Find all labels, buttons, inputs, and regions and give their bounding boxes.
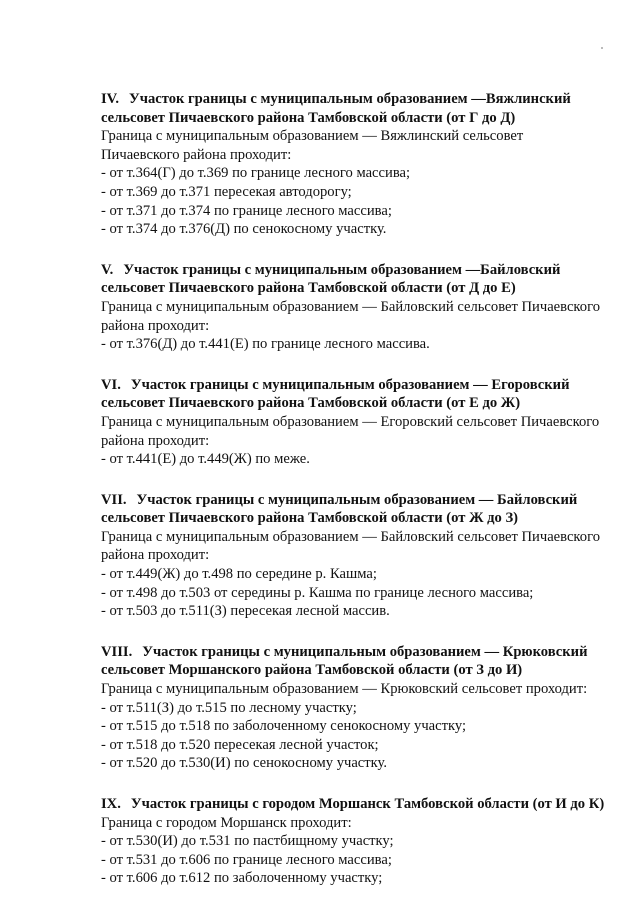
- list-item: - от т.498 до т.503 от середины р. Кашма по границе лесного массива;: [101, 584, 534, 601]
- list-item: - от т.364(Г) до т.369 по границе лесного массива;: [101, 165, 411, 182]
- section-viii: [101, 643, 633, 773]
- section-number: VI.: [101, 376, 121, 393]
- intro-line: района проходит:: [101, 547, 210, 564]
- section-heading-cont: сельсовет Моршанского района Тамбовской области (от З до И): [101, 662, 523, 679]
- intro-line: Пичаевского района проходит:: [101, 146, 292, 163]
- section-heading: [101, 261, 633, 280]
- section-heading-cont: сельсовет Пичаевского района Тамбовской области (от Ж до З): [101, 510, 519, 527]
- section-vi: [101, 376, 633, 469]
- list-item: - от т.376(Д) до т.441(Е) по границе лесного массива.: [101, 336, 430, 353]
- heading-text: Участок границы с городом Моршанск Тамбовской области (от И до К): [130, 796, 605, 812]
- list-item: - от т.520 до т.530(И) по сенокосному участку.: [101, 755, 388, 772]
- list-item: - от т.503 до т.511(З) пересекая лесной массив.: [101, 603, 390, 620]
- intro-line: района проходит:: [101, 432, 210, 449]
- list-item: - от т.369 до т.371 пересекая автодорогу;: [101, 183, 352, 200]
- section-iv: [101, 90, 633, 239]
- list-item: - от т.371 до т.374 по границе лесного массива;: [101, 202, 392, 219]
- section-heading: [101, 795, 633, 814]
- intro-line: района проходит:: [101, 317, 210, 334]
- section-heading: [101, 90, 633, 109]
- list-item: - от т.441(Е) до т.449(Ж) по меже.: [101, 451, 310, 468]
- heading-text: Участок границы с муниципальным образованием —Вяжлинский: [129, 91, 571, 107]
- intro-line: Граница с муниципальным образованием — Байловский сельсовет Пичаевского: [101, 298, 601, 315]
- list-item: - от т.606 до т.612 по заболоченному участку;: [101, 870, 383, 887]
- section-vii: [101, 491, 633, 621]
- list-item: - от т.374 до т.376(Д) по сенокосному участку.: [101, 221, 387, 238]
- list-item: - от т.530(И) до т.531 по пастбищному участку;: [101, 833, 394, 850]
- section-number: IV.: [101, 91, 119, 107]
- section-heading-cont: сельсовет Пичаевского района Тамбовской области (от Г до Д): [101, 109, 516, 126]
- section-heading: [101, 376, 633, 395]
- intro-line: Граница с муниципальным образованием — Вяжлинский сельсовет: [101, 128, 524, 145]
- intro-line: Граница с муниципальным образованием — Байловский сельсовет Пичаевского: [101, 528, 601, 545]
- section-number: V.: [101, 261, 114, 278]
- section-v: [101, 261, 633, 354]
- intro-line: Граница с городом Моршанск проходит:: [101, 814, 352, 831]
- section-heading: [101, 491, 633, 510]
- list-item: - от т.511(З) до т.515 по лесному участку;: [101, 699, 357, 716]
- section-ix: [101, 795, 633, 888]
- section-number: IX.: [101, 796, 121, 812]
- list-item: - от т.531 до т.606 по границе лесного массива;: [101, 851, 392, 868]
- heading-text: Участок границы с муниципальным образованием — Байловский: [136, 491, 578, 508]
- section-heading-cont: сельсовет Пичаевского района Тамбовской области (от Д до Е): [101, 280, 516, 297]
- section-heading-cont: сельсовет Пичаевского района Тамбовской области (от Е до Ж): [101, 395, 521, 412]
- list-item: - от т.515 до т.518 по заболоченному сенокосному участку;: [101, 718, 467, 735]
- document-body: [101, 90, 633, 888]
- section-heading: [101, 643, 633, 662]
- list-item: - от т.518 до т.520 пересекая лесной участок;: [101, 736, 379, 753]
- list-item: - от т.449(Ж) до т.498 по середине р. Кашма;: [101, 566, 377, 583]
- heading-text: Участок границы с муниципальным образованием —Байловский: [123, 261, 561, 278]
- scan-speck: [601, 47, 603, 49]
- heading-text: Участок границы с муниципальным образованием — Крюковский: [142, 643, 588, 660]
- heading-text: Участок границы с муниципальным образованием — Егоровский: [130, 376, 570, 393]
- section-number: VIII.: [101, 643, 133, 660]
- section-number: VII.: [101, 491, 127, 508]
- intro-line: Граница с муниципальным образованием — Егоровский сельсовет Пичаевского: [101, 413, 600, 430]
- intro-line: Граница с муниципальным образованием — Крюковский сельсовет проходит:: [101, 681, 588, 698]
